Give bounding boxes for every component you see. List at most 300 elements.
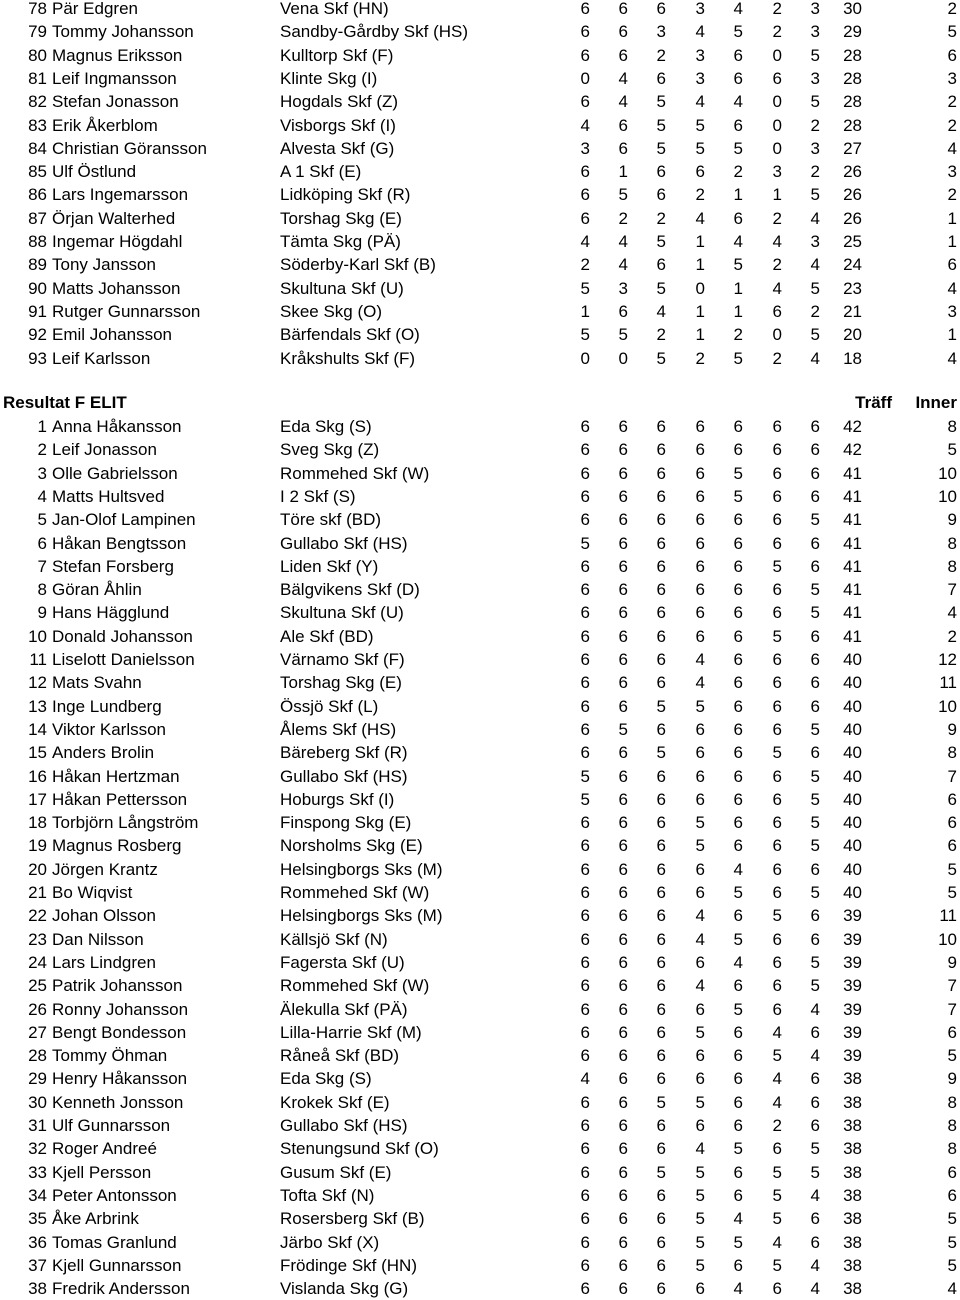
series-score-cell: 5	[810, 719, 820, 739]
shooter-name-cell: Göran Åhlin	[52, 580, 142, 600]
series-score-cell: 6	[656, 533, 666, 553]
shooter-name-cell: Tomas Granlund	[52, 1232, 177, 1252]
series-score-cell: 6	[618, 510, 628, 530]
series-score-cell: 6	[656, 440, 666, 460]
inner-total-cell: 1	[947, 232, 957, 251]
inner-total-cell: 8	[947, 556, 957, 576]
table-row	[0, 765, 960, 788]
inner-total-cell: 10	[938, 486, 957, 506]
series-score-cell: 6	[618, 1022, 628, 1042]
series-score-cell: 6	[618, 952, 628, 972]
series-score-cell: 6	[772, 766, 782, 786]
series-score-cell: 6	[618, 115, 628, 135]
series-score-cell: 5	[772, 1162, 782, 1182]
series-score-cell: 5	[810, 325, 820, 345]
series-score-cell: 6	[656, 1279, 666, 1299]
traff-total-cell: 27	[843, 138, 862, 158]
inner-total-cell: 8	[947, 1139, 957, 1159]
series-score-cell: 6	[656, 883, 666, 902]
series-score-cell: 6	[733, 115, 743, 135]
series-score-cell: 6	[618, 626, 628, 646]
series-score-cell: 6	[580, 603, 590, 623]
series-score-cell: 6	[810, 1069, 820, 1089]
series-score-cell: 6	[733, 813, 743, 833]
inner-total-cell: 6	[947, 1162, 957, 1182]
series-score-cell: 5	[733, 1139, 743, 1159]
traff-total-cell: 42	[843, 417, 862, 436]
traff-total-cell: 28	[843, 45, 862, 65]
inner-total-cell: 6	[947, 789, 957, 809]
series-score-cell: 2	[772, 22, 782, 42]
series-score-cell: 6	[733, 1069, 743, 1089]
series-score-cell: 5	[695, 1232, 705, 1252]
series-score-cell: 6	[618, 1162, 628, 1182]
series-score-cell: 6	[695, 440, 705, 460]
series-score-cell: 5	[772, 556, 782, 576]
shooter-name-cell: Jörgen Krantz	[52, 859, 158, 879]
club-cell: Torshag Skg (E)	[280, 208, 402, 228]
shooter-name-cell: Ulf Östlund	[52, 162, 137, 182]
shooter-name-cell: Ingemar Högdahl	[52, 232, 183, 251]
series-score-cell: 6	[695, 952, 705, 972]
series-score-cell: 5	[810, 1162, 820, 1182]
series-score-cell: 2	[772, 0, 782, 18]
series-score-cell: 6	[618, 22, 628, 42]
table-row	[0, 160, 960, 183]
traff-total-cell: 40	[843, 813, 862, 833]
series-score-cell: 3	[618, 278, 628, 298]
series-score-cell: 6	[772, 952, 782, 972]
club-cell: Lilla-Harrie Skf (M)	[280, 1022, 422, 1042]
series-score-cell: 6	[580, 556, 590, 576]
series-score-cell: 6	[810, 533, 820, 553]
series-score-cell: 5	[695, 1162, 705, 1182]
table-row	[0, 904, 960, 927]
place-cell: 11	[29, 650, 47, 669]
series-score-cell: 5	[733, 463, 743, 483]
series-score-cell: 6	[656, 999, 666, 1019]
shooter-name-cell: Donald Johansson	[52, 626, 193, 646]
series-score-cell: 6	[656, 255, 666, 275]
series-score-cell: 6	[733, 766, 743, 786]
series-score-cell: 6	[618, 1209, 628, 1229]
series-score-cell: 6	[580, 1185, 590, 1205]
table-row	[0, 974, 960, 997]
series-score-cell: 6	[580, 1116, 590, 1135]
series-score-cell: 6	[656, 859, 666, 879]
series-score-cell: 6	[733, 906, 743, 926]
series-score-cell: 6	[618, 440, 628, 460]
series-score-cell: 6	[618, 1255, 628, 1275]
series-score-cell: 4	[772, 1022, 782, 1042]
place-cell: 22	[28, 906, 47, 926]
series-score-cell: 6	[810, 673, 820, 693]
shooter-name-cell: Matts Johansson	[52, 278, 181, 298]
table-row	[0, 347, 960, 370]
table-row	[0, 1067, 960, 1090]
club-cell: Krokek Skf (E)	[280, 1092, 390, 1112]
series-score-cell: 6	[618, 1185, 628, 1205]
inner-total-cell: 5	[947, 1232, 957, 1252]
shooter-name-cell: Emil Johansson	[52, 325, 173, 345]
club-cell: Sveg Skg (Z)	[280, 440, 380, 460]
place-cell: 83	[28, 115, 47, 135]
traff-total-cell: 39	[843, 1046, 862, 1066]
inner-total-cell: 10	[938, 463, 957, 483]
shooter-name-cell: Bo Wiqvist	[52, 883, 133, 902]
series-score-cell: 6	[733, 1046, 743, 1066]
shooter-name-cell: Peter Antonsson	[52, 1185, 177, 1205]
series-score-cell: 6	[656, 580, 666, 600]
series-score-cell: 6	[656, 417, 666, 436]
traff-total-cell: 39	[843, 1022, 862, 1042]
series-score-cell: 5	[810, 185, 820, 205]
inner-total-cell: 2	[947, 185, 957, 205]
inner-total-cell: 5	[947, 1209, 957, 1229]
series-score-cell: 6	[656, 673, 666, 693]
inner-total-cell: 7	[947, 999, 957, 1019]
table-row	[0, 230, 960, 253]
traff-total-cell: 38	[843, 1185, 862, 1205]
series-score-cell: 4	[733, 232, 743, 251]
club-cell: Klinte Skg (I)	[280, 68, 378, 88]
series-score-cell: 6	[580, 208, 590, 228]
shooter-name-cell: Pär Edgren	[52, 0, 138, 18]
series-score-cell: 6	[772, 976, 782, 996]
series-score-cell: 6	[810, 1022, 820, 1042]
traff-total-cell: 18	[843, 348, 862, 368]
series-score-cell: 6	[695, 603, 705, 623]
series-score-cell: 6	[580, 1209, 590, 1229]
shooter-name-cell: Matts Hultsved	[52, 486, 165, 506]
series-score-cell: 6	[656, 1022, 666, 1042]
place-cell: 34	[28, 1185, 47, 1205]
place-cell: 90	[28, 278, 47, 298]
table-row	[0, 881, 960, 904]
series-score-cell: 2	[580, 255, 590, 275]
series-score-cell: 2	[695, 185, 705, 205]
series-score-cell: 5	[810, 813, 820, 833]
traff-total-cell: 41	[843, 486, 862, 506]
shooter-name-cell: Mats Svahn	[52, 673, 142, 693]
place-cell: 32	[28, 1139, 47, 1159]
shooter-name-cell: Kjell Gunnarsson	[52, 1255, 182, 1275]
series-score-cell: 6	[695, 789, 705, 809]
series-score-cell: 6	[656, 162, 666, 182]
inner-total-cell: 9	[947, 510, 957, 530]
series-score-cell: 4	[810, 255, 820, 275]
shooter-name-cell: Torbjörn Långström	[52, 813, 199, 833]
series-score-cell: 6	[733, 789, 743, 809]
series-score-cell: 6	[695, 580, 705, 600]
traff-total-cell: 26	[843, 208, 862, 228]
traff-total-cell: 20	[843, 325, 862, 345]
table-row	[0, 1021, 960, 1044]
shooter-name-cell: Lars Ingemarsson	[52, 185, 189, 205]
series-score-cell: 5	[772, 1209, 782, 1229]
club-cell: Össjö Skf (L)	[280, 696, 379, 716]
traff-total-cell: 40	[843, 743, 862, 763]
series-score-cell: 6	[580, 580, 590, 600]
shooter-name-cell: Henry Håkansson	[52, 1069, 188, 1089]
club-cell: Värnamo Skf (F)	[280, 650, 405, 669]
series-score-cell: 6	[810, 556, 820, 576]
club-cell: Gusum Skf (E)	[280, 1162, 392, 1182]
series-score-cell: 6	[695, 533, 705, 553]
series-score-cell: 6	[810, 1209, 820, 1229]
inner-total-cell: 7	[947, 766, 957, 786]
series-score-cell: 6	[618, 486, 628, 506]
series-score-cell: 2	[772, 255, 782, 275]
club-cell: Kråkshults Skf (F)	[280, 348, 416, 368]
traff-total-cell: 38	[843, 1255, 862, 1275]
inner-total-cell: 5	[947, 1046, 957, 1066]
series-score-cell: 2	[810, 115, 820, 135]
club-cell: Ålems Skf (HS)	[280, 719, 397, 739]
table-row	[0, 67, 960, 90]
series-score-cell: 6	[772, 463, 782, 483]
series-score-cell: 6	[772, 1139, 782, 1159]
series-score-cell: 5	[695, 1209, 705, 1229]
shooter-name-cell: Åke Arbrink	[52, 1209, 139, 1229]
traff-total-cell: 29	[843, 22, 862, 42]
table-row	[0, 1231, 960, 1254]
club-cell: Helsingborgs Sks (M)	[280, 906, 443, 926]
traff-total-cell: 40	[843, 766, 862, 786]
series-score-cell: 6	[772, 789, 782, 809]
series-score-cell: 5	[810, 45, 820, 65]
club-cell: Kulltorp Skf (F)	[280, 45, 394, 65]
club-cell: Källsjö Skf (N)	[280, 929, 388, 949]
table-row	[0, 1254, 960, 1277]
series-score-cell: 5	[656, 232, 666, 251]
shooter-name-cell: Fredrik Andersson	[52, 1279, 190, 1299]
club-cell: Råneå Skf (BD)	[280, 1046, 400, 1066]
traff-total-cell: 38	[843, 1232, 862, 1252]
series-score-cell: 6	[580, 906, 590, 926]
inner-total-cell: 4	[947, 138, 957, 158]
series-score-cell: 6	[695, 162, 705, 182]
series-score-cell: 6	[618, 976, 628, 996]
inner-total-cell: 10	[938, 696, 957, 716]
series-score-cell: 2	[656, 45, 666, 65]
series-score-cell: 5	[772, 626, 782, 646]
traff-total-cell: 41	[843, 556, 862, 576]
series-score-cell: 5	[656, 1092, 666, 1112]
series-score-cell: 4	[618, 68, 628, 88]
shooter-name-cell: Ronny Johansson	[52, 999, 189, 1019]
column-header-inner: Inner	[915, 393, 957, 412]
club-cell: Liden Skf (Y)	[280, 556, 379, 576]
series-score-cell: 6	[656, 1209, 666, 1229]
club-cell: Hoburgs Skf (I)	[280, 789, 395, 809]
series-score-cell: 4	[580, 115, 590, 135]
table-row	[0, 462, 960, 485]
series-score-cell: 6	[580, 510, 590, 530]
series-score-cell: 3	[695, 0, 705, 18]
series-score-cell: 6	[618, 883, 628, 902]
inner-total-cell: 5	[947, 859, 957, 879]
series-score-cell: 2	[810, 301, 820, 321]
series-score-cell: 5	[580, 533, 590, 553]
series-score-cell: 6	[695, 883, 705, 902]
series-score-cell: 5	[810, 952, 820, 972]
series-score-cell: 6	[810, 929, 820, 949]
shooter-name-cell: Jan-Olof Lampinen	[52, 510, 196, 530]
club-cell: Rommehed Skf (W)	[280, 976, 430, 996]
series-score-cell: 6	[580, 0, 590, 18]
table-row	[0, 253, 960, 276]
place-cell: 79	[28, 22, 47, 42]
series-score-cell: 6	[810, 486, 820, 506]
table-row	[0, 928, 960, 951]
series-score-cell: 6	[810, 650, 820, 669]
series-score-cell: 3	[695, 68, 705, 88]
series-score-cell: 6	[772, 580, 782, 600]
series-score-cell: 6	[772, 836, 782, 856]
traff-total-cell: 38	[843, 1162, 862, 1182]
traff-total-cell: 38	[843, 1092, 862, 1112]
series-score-cell: 5	[733, 348, 743, 368]
club-cell: Gullabo Skf (HS)	[280, 766, 408, 786]
series-score-cell: 5	[580, 278, 590, 298]
shooter-name-cell: Patrik Johansson	[52, 976, 183, 996]
series-score-cell: 6	[695, 463, 705, 483]
traff-total-cell: 38	[843, 1209, 862, 1229]
series-score-cell: 6	[656, 1232, 666, 1252]
traff-total-cell: 38	[843, 1279, 862, 1299]
series-score-cell: 6	[618, 1069, 628, 1089]
series-score-cell: 6	[580, 185, 590, 205]
series-score-cell: 6	[772, 696, 782, 716]
series-score-cell: 6	[618, 789, 628, 809]
series-score-cell: 6	[733, 417, 743, 436]
series-score-cell: 5	[733, 999, 743, 1019]
inner-total-cell: 5	[947, 440, 957, 460]
series-score-cell: 4	[580, 232, 590, 251]
shooter-name-cell: Johan Olsson	[52, 906, 156, 926]
place-cell: 12	[28, 673, 47, 693]
table-row	[0, 951, 960, 974]
series-score-cell: 6	[618, 556, 628, 576]
traff-total-cell: 40	[843, 696, 862, 716]
series-score-cell: 6	[810, 463, 820, 483]
series-score-cell: 5	[772, 1255, 782, 1275]
table-row	[0, 625, 960, 648]
series-score-cell: 6	[618, 1116, 628, 1135]
traff-total-cell: 28	[843, 115, 862, 135]
series-score-cell: 6	[733, 1116, 743, 1135]
inner-total-cell: 5	[947, 1255, 957, 1275]
series-score-cell: 6	[580, 45, 590, 65]
place-cell: 25	[28, 976, 47, 996]
series-score-cell: 4	[695, 976, 705, 996]
series-score-cell: 1	[695, 301, 705, 321]
traff-total-cell: 42	[843, 440, 862, 460]
series-score-cell: 5	[580, 325, 590, 345]
table-row	[0, 1137, 960, 1160]
inner-total-cell: 6	[947, 1185, 957, 1205]
series-score-cell: 5	[695, 1185, 705, 1205]
series-score-cell: 4	[618, 92, 628, 112]
series-score-cell: 0	[772, 138, 782, 158]
series-score-cell: 3	[810, 68, 820, 88]
table-row	[0, 601, 960, 624]
series-score-cell: 4	[810, 999, 820, 1019]
club-cell: Gullabo Skf (HS)	[280, 533, 408, 553]
series-score-cell: 5	[810, 976, 820, 996]
series-score-cell: 1	[733, 185, 743, 205]
inner-total-cell: 11	[939, 906, 957, 926]
series-score-cell: 1	[733, 301, 743, 321]
shooter-name-cell: Olle Gabrielsson	[52, 463, 178, 483]
place-cell: 10	[28, 626, 47, 646]
series-score-cell: 6	[580, 92, 590, 112]
place-cell: 26	[28, 999, 47, 1019]
series-score-cell: 6	[733, 603, 743, 623]
series-score-cell: 4	[695, 22, 705, 42]
series-score-cell: 5	[656, 1162, 666, 1182]
series-score-cell: 5	[810, 92, 820, 112]
series-score-cell: 6	[618, 1139, 628, 1159]
table-row	[0, 90, 960, 113]
series-score-cell: 6	[733, 1255, 743, 1275]
series-score-cell: 6	[733, 510, 743, 530]
series-score-cell: 6	[618, 859, 628, 879]
club-cell: Finspong Skg (E)	[280, 813, 412, 833]
series-score-cell: 6	[580, 1022, 590, 1042]
place-cell: 38	[28, 1279, 47, 1299]
series-score-cell: 5	[695, 696, 705, 716]
series-score-cell: 6	[810, 1232, 820, 1252]
series-score-cell: 4	[772, 232, 782, 251]
series-score-cell: 6	[580, 999, 590, 1019]
series-score-cell: 5	[656, 138, 666, 158]
club-cell: I 2 Skf (S)	[280, 486, 356, 506]
place-cell: 85	[28, 162, 47, 182]
club-cell: Skultuna Skf (U)	[280, 603, 404, 623]
table-row	[0, 834, 960, 857]
place-cell: 93	[28, 348, 47, 368]
series-score-cell: 6	[618, 929, 628, 949]
series-score-cell: 6	[772, 486, 782, 506]
shooter-name-cell: Håkan Bengtsson	[52, 533, 187, 553]
place-cell: 24	[28, 952, 47, 972]
place-cell: 86	[28, 185, 47, 205]
shooter-name-cell: Håkan Pettersson	[52, 789, 188, 809]
inner-total-cell: 4	[947, 348, 957, 368]
traff-total-cell: 21	[843, 301, 862, 321]
shooter-name-cell: Tony Jansson	[52, 255, 156, 275]
shooter-name-cell: Anders Brolin	[52, 743, 155, 763]
club-cell: Stenungsund Skf (O)	[280, 1139, 439, 1159]
series-score-cell: 6	[656, 1139, 666, 1159]
shooter-name-cell: Magnus Rosberg	[52, 836, 182, 856]
series-score-cell: 6	[695, 417, 705, 436]
club-cell: Visborgs Skf (I)	[280, 115, 396, 135]
traff-total-cell: 40	[843, 650, 862, 669]
series-score-cell: 6	[772, 929, 782, 949]
series-score-cell: 6	[772, 883, 782, 902]
table-row	[0, 183, 960, 206]
place-cell: 35	[28, 1209, 47, 1229]
series-score-cell: 6	[733, 1092, 743, 1112]
series-score-cell: 6	[695, 1279, 705, 1299]
series-score-cell: 6	[580, 976, 590, 996]
series-score-cell: 5	[733, 929, 743, 949]
traff-total-cell: 41	[843, 603, 862, 623]
table-row	[0, 114, 960, 137]
